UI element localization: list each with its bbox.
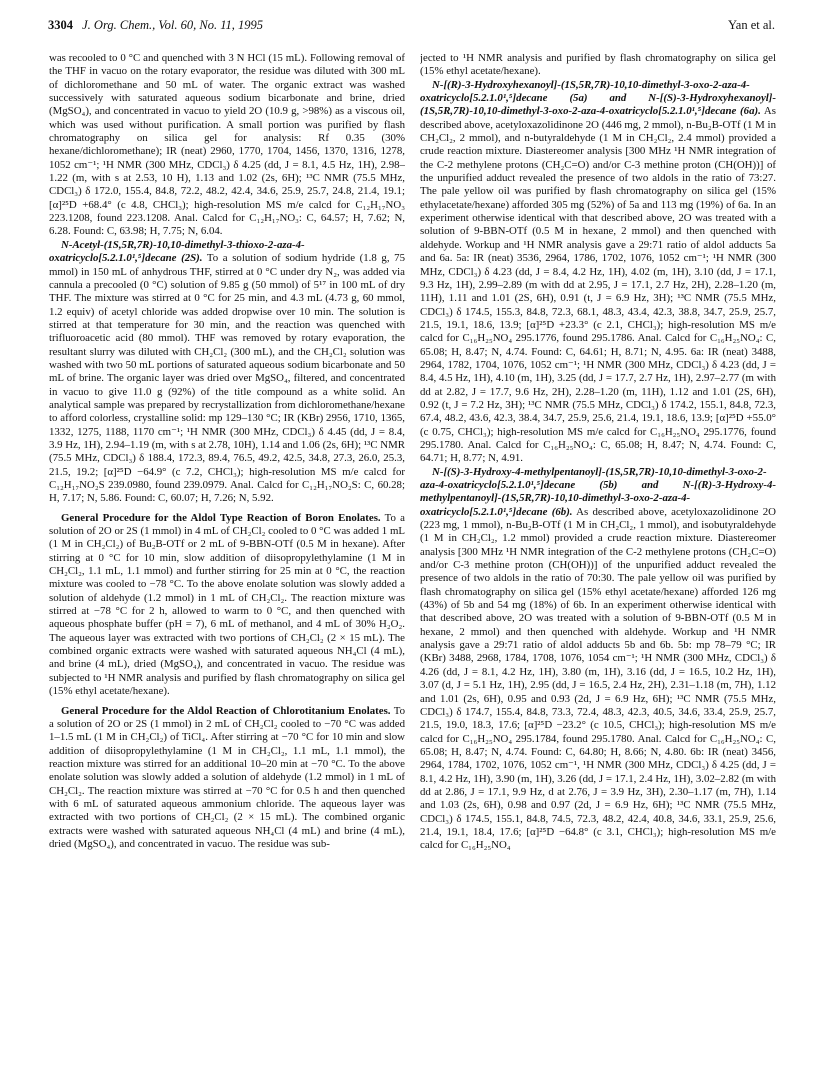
paragraph-text: To a solution of sodium hydride (1.8 g, 75 mmol) in 150 mL of anhydrous THF, stirred at 0 °C under dry N₂, was added via cannula a precooled (0 °C) solution of 9.85 g (50 mmol) of 5¹⁷ in 100 mL of dry THF. The mixture was stirred at 0 °C for 25 min, and 4.3 mL (4.73 g, 60 mmol, 1.2 equiv) of acetyl chloride was added dropwise over 10 min. The solution is stirred at that temperature for 30 min, and the reaction was quenched with trifluoroacetic acid (80 mmol). THF was removed by rotary evaporation, the resultant slurry was diluted with CH₂Cl₂ (300 mL), and the CH₂Cl₂ solution was washed with two 50 mL portions of saturated aqueous sodium bicarbonate and 50 mL of brine. The organic layer was dried over MgSO₄, filtered, and concentrated in vacuo to give 11.0 g (92%) of the title compound as a white solid. An analytical sample was prepared by recrystallization from dichloromethane/hexane to afford colorless, crystalline solid: mp 129–130 °C; IR (KBr) 2956, 1710, 1365, 1332, 1275, 1188, 1170 cm⁻¹; ¹H NMR (300 MHz, CDCl₃) δ 4.45 (dd, J = 8.4, 3.9 Hz, 1H), 2.94–1.19 (m, with s at 2.78, 10H), 1.14 and 1.06 (2s, 6H); ¹³C NMR (75.5 MHz, CDCl₃) δ 188.4, 172.3, 89.4, 76.5, 49.2, 42.5, 34.8, 27.3, 26.0, 25.3, 21.5, 19.2; [α]²⁵D −64.9° (c 7.2, CHCl₃); high-resolution MS m/e calcd for C₁₂H₁₇NO₂S 239.0980, found 239.0979. Anal. Calcd for C₁₂H₁₇NO₂S: C, 60.28; H, 7.17; N, 5.86. Found: C, 60.07; H, 7.26; N, 5.92. xyxy=(49,252,405,505)
paragraph xyxy=(49,705,405,852)
right-column xyxy=(420,52,776,1062)
page-header xyxy=(48,18,775,38)
compound-heading: N-[(S)-3-Hydroxy-4-methylpentanoyl]-(1S,5R,7R)-10,10-dimethyl-3-oxo-2-aza-4-oxatricyclo[5.2.1.0¹,⁵]decane (5b) and N-[(R)-3-Hydroxy-4-methylpentanoyl]-(1S,5R,7R)-10,10-dimethyl-3-oxo-2-aza-4-oxatricyclo[5.2.1.0¹,⁵]decane (6b). xyxy=(420,465,776,518)
paragraph-text: To a solution of 2O or 2S (1 mmol) in 4 mL of CH₂Cl₂ cooled to 0 °C was added 1 mL (1 M in CH₂Cl₂) of Bu₂B-OTf or 2 mL of 9-BBN-OTf (0.5 M in hexane). After stirring at 0 °C for 10 min, slow addition of diisopropylethylamine (1 M in CH₂Cl₂, 1.1 mL, 1.1 mmol) and further stirring for 25 min at 0 °C, the reaction mixture was cooled to −78 °C. To the above enolate solution was slowly added a solution of aldehyde (1.2 mmol) in 1 mL of CH₂Cl₂. The reaction mixture was stirred at −78 °C for 2 h, allowed to warm to 0 °C, and then quenched with aqueous phosphate buffer (pH = 7), 6 mL of methanol, and 4 mL of 30% H₂O₂. The aqueous layer was extracted with two portions of CH₂Cl₂ (2 × 15 mL). The combined organic extracts were washed with saturated aqueous NH₄Cl (4 mL), and brine (4 mL), dried (MgSO₄), and concentrated in vacuo. The residue was subjected to ¹H NMR analysis and purified by flash chromatography on silica gel (15% ethyl acetate/hexane). xyxy=(49,511,405,698)
page-number: 3304 xyxy=(48,18,73,32)
paragraph-text: As described above, acetyloxazolidinone 2O (223 mg, 1 mmol), n-Bu₂B-OTf (1 M in CH₂Cl₂, 1 mmol), and isobutyraldehyde (1 M in CH₂Cl₂, 1.2 mmol) provided a crude reaction mixture. Diastereomer analysis [300 MHz ¹H NMR integration of the C-2 methylene protons (CH₂C=O) and/or C-3 methine proton (CH(OH))] of the unpurified adduct revealed the presence of two aldols in the ratio of 70:30. The pale yellow oil was purified by flash chromatography on silica gel (15% ethyl acetate/hexane) afforded 126 mg (43%) of 5b and 54 mg (18%) of 6b. In an experiment otherwise identical with that described above, 2O was treated with a solution of 9-BBN-OTf (0.5 M in hexane, 2 mmol) and then quenched with aldehyde. Workup and ¹H NMR analysis gave a 29:71 ratio of aldol adducts 5b and 6b. 5b: mp 78–79 °C; IR (KBr) 3488, 2968, 1784, 1708, 1076, 1054 cm⁻¹; ¹H NMR (300 MHz, CDCl₃) δ 4.26 (dd, J = 8.1, 4.2 Hz, 1H), 3.80 (m, 1H), 3.16 (dd, J = 16.5, 10.2 Hz, 1H), 3.07 (d, J = 5.1 Hz, 1H), 2.95 (dd, J = 16.5, 2.4 Hz, 2H), 2.31–1.18 (m, 7H), 1.12 and 1.01 (2s, 6H), 0.95 and 0.93 (2d, J = 6.9 Hz, 6H); ¹³C NMR (75.5 MHz, CDCl₃) δ 174.7, 155.4, 84.8, 73.3, 72.4, 48.3, 42.3, 40.5, 34.6, 33.4, 25.9, 25.7, 21.5, 19.0, 18.3, 17.6; [α]²⁵D −23.2° (c 10.5, CHCl₃); high-resolution MS m/e calcd for C₁₆H₂₅NO₄ 295.1784, found 295.1780. Anal. Calcd for C₁₆H₂₅NO₄: C, 65.08; H, 8.47; N, 4.74. Found: C, 64.80; H, 8.66; N, 4.80. 6b: IR (neat) 3456, 2964, 1784, 1702, 1076, 1052 cm⁻¹, ¹H NMR (300 MHz, CDCl₃) δ 4.25 (dd, J = 8.1, 4.2 Hz, 1H), 3.90 (m, 1H), 3.26 (dd, J = 17.1, 2.4 Hz, 1H), 3.02–2.82 (m with dd at 2.86, J = 17.1, 9.9 Hz, d at 2.76, J = 3.9 Hz, 3H), 2.30–1.17 (m, 7H), 1.14 and 1.03 (2s, 6H), 0.98 and 0.97 (2d, J = 6.9 Hz, 6H); ¹³C NMR (75.5 MHz, CDCl₃) δ 174.5, 155.1, 84.8, 74.5, 72.3, 48.2, 42.4, 40.8, 34.6, 33.1, 25.9, 25.6, 21.4, 19.1, 18.4, 17.6; [α]²⁵D −64.8° (c 3.1, CHCl₃); high-resolution MS m/e calcd for C₁₆H₂₅NO₄ xyxy=(420,505,776,852)
paragraph xyxy=(420,79,776,466)
paragraph-text: jected to ¹H NMR analysis and purified by flash chromatography on silica gel (15% ethyl acetate/hexane). xyxy=(420,52,776,78)
section-heading: General Procedure for the Aldol Type Reaction of Boron Enolates. xyxy=(61,511,381,524)
paragraph xyxy=(420,52,776,79)
compound-heading: N-[(R)-3-Hydroxyhexanoyl]-(1S,5R,7R)-10,10-dimethyl-3-oxo-2-aza-4-oxatricyclo[5.2.1.0¹,⁵]decane (5a) and N-[(S)-3-Hydroxyhexanoyl]-(1S,5R,7R)-10,10-dimethyl-3-oxo-2-aza-4-oxatricyclo[5.2.1.0¹,⁵]decane (6a). xyxy=(420,78,776,118)
header-left xyxy=(48,18,263,33)
paragraph-text: was recooled to 0 °C and quenched with 3 N HCl (15 mL). Following removal of the THF in vacuo on the rotary evaporator, the residue was diluted with 300 mL of dichloromethane and 50 mL of water. The organic extract was washed successively with saturated aqueous sodium bicarbonate and brine, dried (MgSO₄), and concentrated in vacuo to yield 2O (10.9 g, >98%) as a viscous oil, which was used without purification. A small portion was purified by flash chromatography on silica gel for analysis: Rf 0.35 (30% hexane/dichloromethane); IR (neat) 2960, 1770, 1704, 1456, 1370, 1316, 1278, 1052 cm⁻¹; ¹H NMR (300 MHz, CDCl₃) δ 4.25 (dd, J = 8.1, 4.5 Hz, 1H), 2.98–1.22 (m, with s at 2.53, 10 H), 1.13 and 1.02 (2s, 6H); ¹³C NMR (75.5 MHz, CDCl₃) δ 172.0, 155.4, 84.8, 72.2, 48.2, 42.4, 34.6, 25.9, 25.7, 24.8, 21.4, 19.1; [α]²⁵D +68.4° (c 4.8, CHCl₃); high-resolution MS m/e calcd for C₁₂H₁₇NO₃ 223.1208, found 223.1208. Anal. Calcd for C₁₂H₁₇NO₃: C, 64.57; H, 7.62; N, 6.28. Found: C, 63.98; H, 7.75; N, 6.04. xyxy=(49,52,405,238)
running-head-authors: Yan et al. xyxy=(728,18,775,32)
paragraph xyxy=(49,239,405,506)
paragraph-text: As described above, acetyloxazolidinone 2O (446 mg, 2 mmol), n-Bu₂B-OTf (1 M in CH₂Cl₂, 2 mmol), and n-butyraldehyde (1 M in CH₂Cl₂, 2.4 mmol) provided a crude reaction mixture. Diastereomer analysis [300 MHz ¹H NMR integration of the C-2 methylene protons (CH₂C=O) and/or C-3 methine proton (CH(OH))] of the unpurified adduct revealed the presence of two aldols in the ratio of 73:27. The pale yellow oil was purified by flash chromatography on silica gel (15% ethylacetate/hexane) afforded 305 mg (52%) of 5a and 113 mg (19%) of 6a. In an experiment otherwise identical with that described above, 2O was treated with a solution of 9-BBN-OTf (0.5 M in hexane, 2 mmol) and then quenched with aldehyde. Workup and ¹H NMR analysis gave a 29:71 ratio of aldol adducts 5a and 6a. 5a: IR (neat) 3536, 2964, 1786, 1702, 1076, 1052 cm⁻¹; ¹H NMR (300 MHz, CDCl₃) δ 4.23 (dd, J = 8.4, 4.2 Hz, 1H), 4.02 (m, 1H), 3.10 (dd, J = 17.1, 9.3 Hz, 1H), 2.99–2.89 (m with dd at 2.95, J = 17.1, 2.7 Hz, 2H), 2.28–1.20 (m, 11H), 1.11 and 1.01 (2S, 6H), 0.91 (t, J = 6.9 Hz, 3H); ¹³C NMR (75.5 MHz, CDCl₃) δ 174.5, 155.3, 84.8, 72.3, 68.1, 48.3, 43.4, 42.3, 38.8, 34.7, 25.9, 25.7, 21.5, 19.1, 18.6, 13.9; [α]²⁵D +23.3° (c 2.1, CHCl₃); high-resolution MS m/e calcd for C₁₆H₂₅NO₄ 295.1776, found 295.1786. Anal. Calcd for C₁₆H₂₅NO₄: C, 65.08; H, 8.47; N, 4.74. Found: C, 64.61; H, 8.71; N, 4.95. 6a: IR (neat) 3488, 2964, 1782, 1704, 1076, 1052 cm⁻¹; ¹H NMR (300 MHz, CDCl₃) δ 4.23 (dd, J = 8.4, 4.5 Hz, 1H), 4.10 (m, 1H), 3.25 (dd, J = 17.7, 2.7 Hz, 1H), 2.97–2.77 (m with dd at 2.82, J = 17.7, 9.6 Hz, 2H), 2.28–1.20 (m, 11H), 1.12 and 1.01 (2S, 6H), 0.92 (t, J = 7.2 Hz, 3H); ¹³C NMR (75.5 MHz, CDCl₃) δ 174.2, 155.1, 84.8, 72.3, 67.4, 48.2, 43.6, 42.3, 38.4, 34.7, 25.9, 25.6, 21.4, 19.1, 18.6, 13.9; [α]²⁵D +55.0° (c 0.75, CHCl₃); high-resolution MS m/e calcd for C₁₆H₂₅NO₄ 295.1776, found 295.1780. Anal. Calcd for C₁₆H₂₅NO₄: C, 65.08; H, 8.47; N, 4.74. Found: C, 64.71; H, 8.77; N, 4.91. xyxy=(420,105,776,465)
paragraph xyxy=(49,52,405,239)
paragraph xyxy=(49,512,405,699)
paragraph-text: To a solution of 2O or 2S (1 mmol) in 2 mL of CH₂Cl₂ cooled to −70 °C was added 1–1.5 mL (1 M in CH₂Cl₂) of TiCl₄. After stirring at −70 °C for 10 min and slow addition of diisopropylethylamine (1 M in CH₂Cl₂, 1.1 mL, 1.1 mmol), the reaction mixture was stirred for an additional 10–20 min at −70 °C. To the above enolate solution was slowly added a solution of aldehyde (1.2 mmol) in 1 mL of CH₂Cl₂. The reaction mixture was stirred at −70 °C for 0.5 h and then quenched with 6 mL of saturated aqueous ammonium chloride. The aqueous layer was extracted with two portions of CH₂Cl₂ (2 × 15 mL). The combined organic extracts were washed with saturated aqueous NH₄Cl (4 mL) and brine (4 mL), dried (MgSO₄), and concentrated in vacuo. The residue was sub- xyxy=(49,704,405,850)
left-column xyxy=(49,52,405,1062)
paragraph xyxy=(420,466,776,853)
section-heading: General Procedure for the Aldol Reaction of Chlorotitanium Enolates. xyxy=(61,704,391,717)
journal-citation: J. Org. Chem., Vol. 60, No. 11, 1995 xyxy=(82,18,264,32)
compound-heading: N-Acetyl-(1S,5R,7R)-10,10-dimethyl-3-thioxo-2-aza-4-oxatricyclo[5.2.1.0¹,⁵]decane (2S). xyxy=(49,238,305,265)
